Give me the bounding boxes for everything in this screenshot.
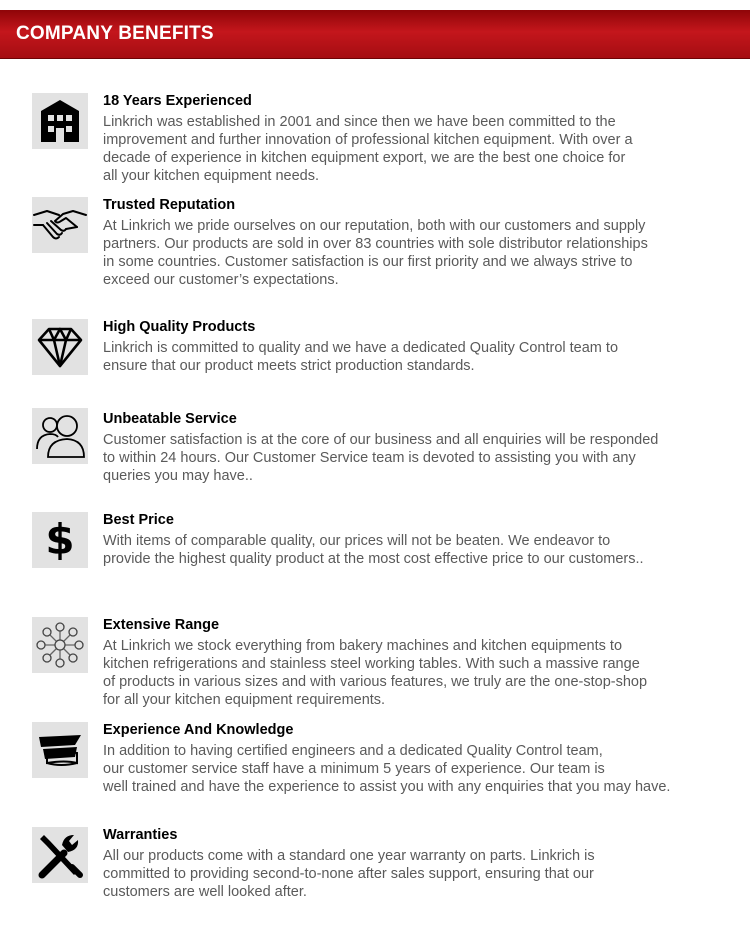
benefit-description: In addition to having certified engineers and a dedicated Quality Control team, our customer service staff have a minimum 5 years of experience. Our team is well trained and have the experience to assist you with any enquiries that you may have. bbox=[103, 743, 671, 795]
dollar-icon: $ bbox=[32, 512, 88, 568]
benefit-title: Unbeatable Service bbox=[103, 411, 237, 427]
benefit-description: At Linkrich we stock everything from bakery machines and kitchen equipments to kitchen refrigerations and stainless steel working tables. With such a massive range of products in various sizes and with various features, we truly are the one-stop-shop for all your kitchen equipment requirements. bbox=[103, 638, 648, 708]
benefit-description: With items of comparable quality, our prices will not be beaten. We endeavor to provide the highest quality product at the most cost effective price to our customers.. bbox=[103, 533, 644, 567]
benefit-description: Customer satisfaction is at the core of our business and all enquiries will be responded to within 24 hours. Our Customer Service team is devoted to assisting you with any queries you may have.. bbox=[103, 432, 659, 484]
tools-icon bbox=[32, 827, 88, 883]
handshake-icon bbox=[32, 197, 88, 253]
diamond-icon bbox=[32, 319, 88, 375]
benefit-title: Warranties bbox=[103, 827, 178, 843]
benefit-description: All our products come with a standard one year warranty on parts. Linkrich is committed to providing second-to-none after sales support, ensuring that our customers are well looked after. bbox=[103, 848, 595, 900]
benefit-description: At Linkrich we pride ourselves on our reputation, both with our customers and supply partners. Our products are sold in over 83 countries with sole distributor relationships in some countries. Customer satisfaction is our first priority and we always strive to exceed our customer’s expectations. bbox=[103, 218, 648, 288]
graduation-cap-icon bbox=[32, 722, 88, 778]
benefit-title: Extensive Range bbox=[103, 617, 220, 633]
benefit-title: High Quality Products bbox=[103, 319, 256, 335]
building-icon bbox=[32, 93, 88, 149]
benefit-title: Best Price bbox=[103, 512, 174, 528]
benefit-title: 18 Years Experienced bbox=[103, 93, 252, 109]
benefit-description: Linkrich was established in 2001 and since then we have been committed to the improvement and further innovation of professional kitchen equipment. With over a decade of experience in kitchen equipment export, we are the best one choice for all your kitchen equipment needs. bbox=[103, 114, 633, 184]
network-icon bbox=[32, 617, 88, 673]
users-icon bbox=[32, 408, 88, 464]
benefit-description: Linkrich is committed to quality and we have a dedicated Quality Control team to ensure that our product meets strict production standards. bbox=[103, 340, 619, 374]
benefit-title: Trusted Reputation bbox=[103, 197, 236, 213]
benefit-title: Experience And Knowledge bbox=[103, 722, 294, 738]
page-title: COMPANY BENEFITS bbox=[16, 23, 214, 44]
header-banner bbox=[0, 10, 750, 59]
